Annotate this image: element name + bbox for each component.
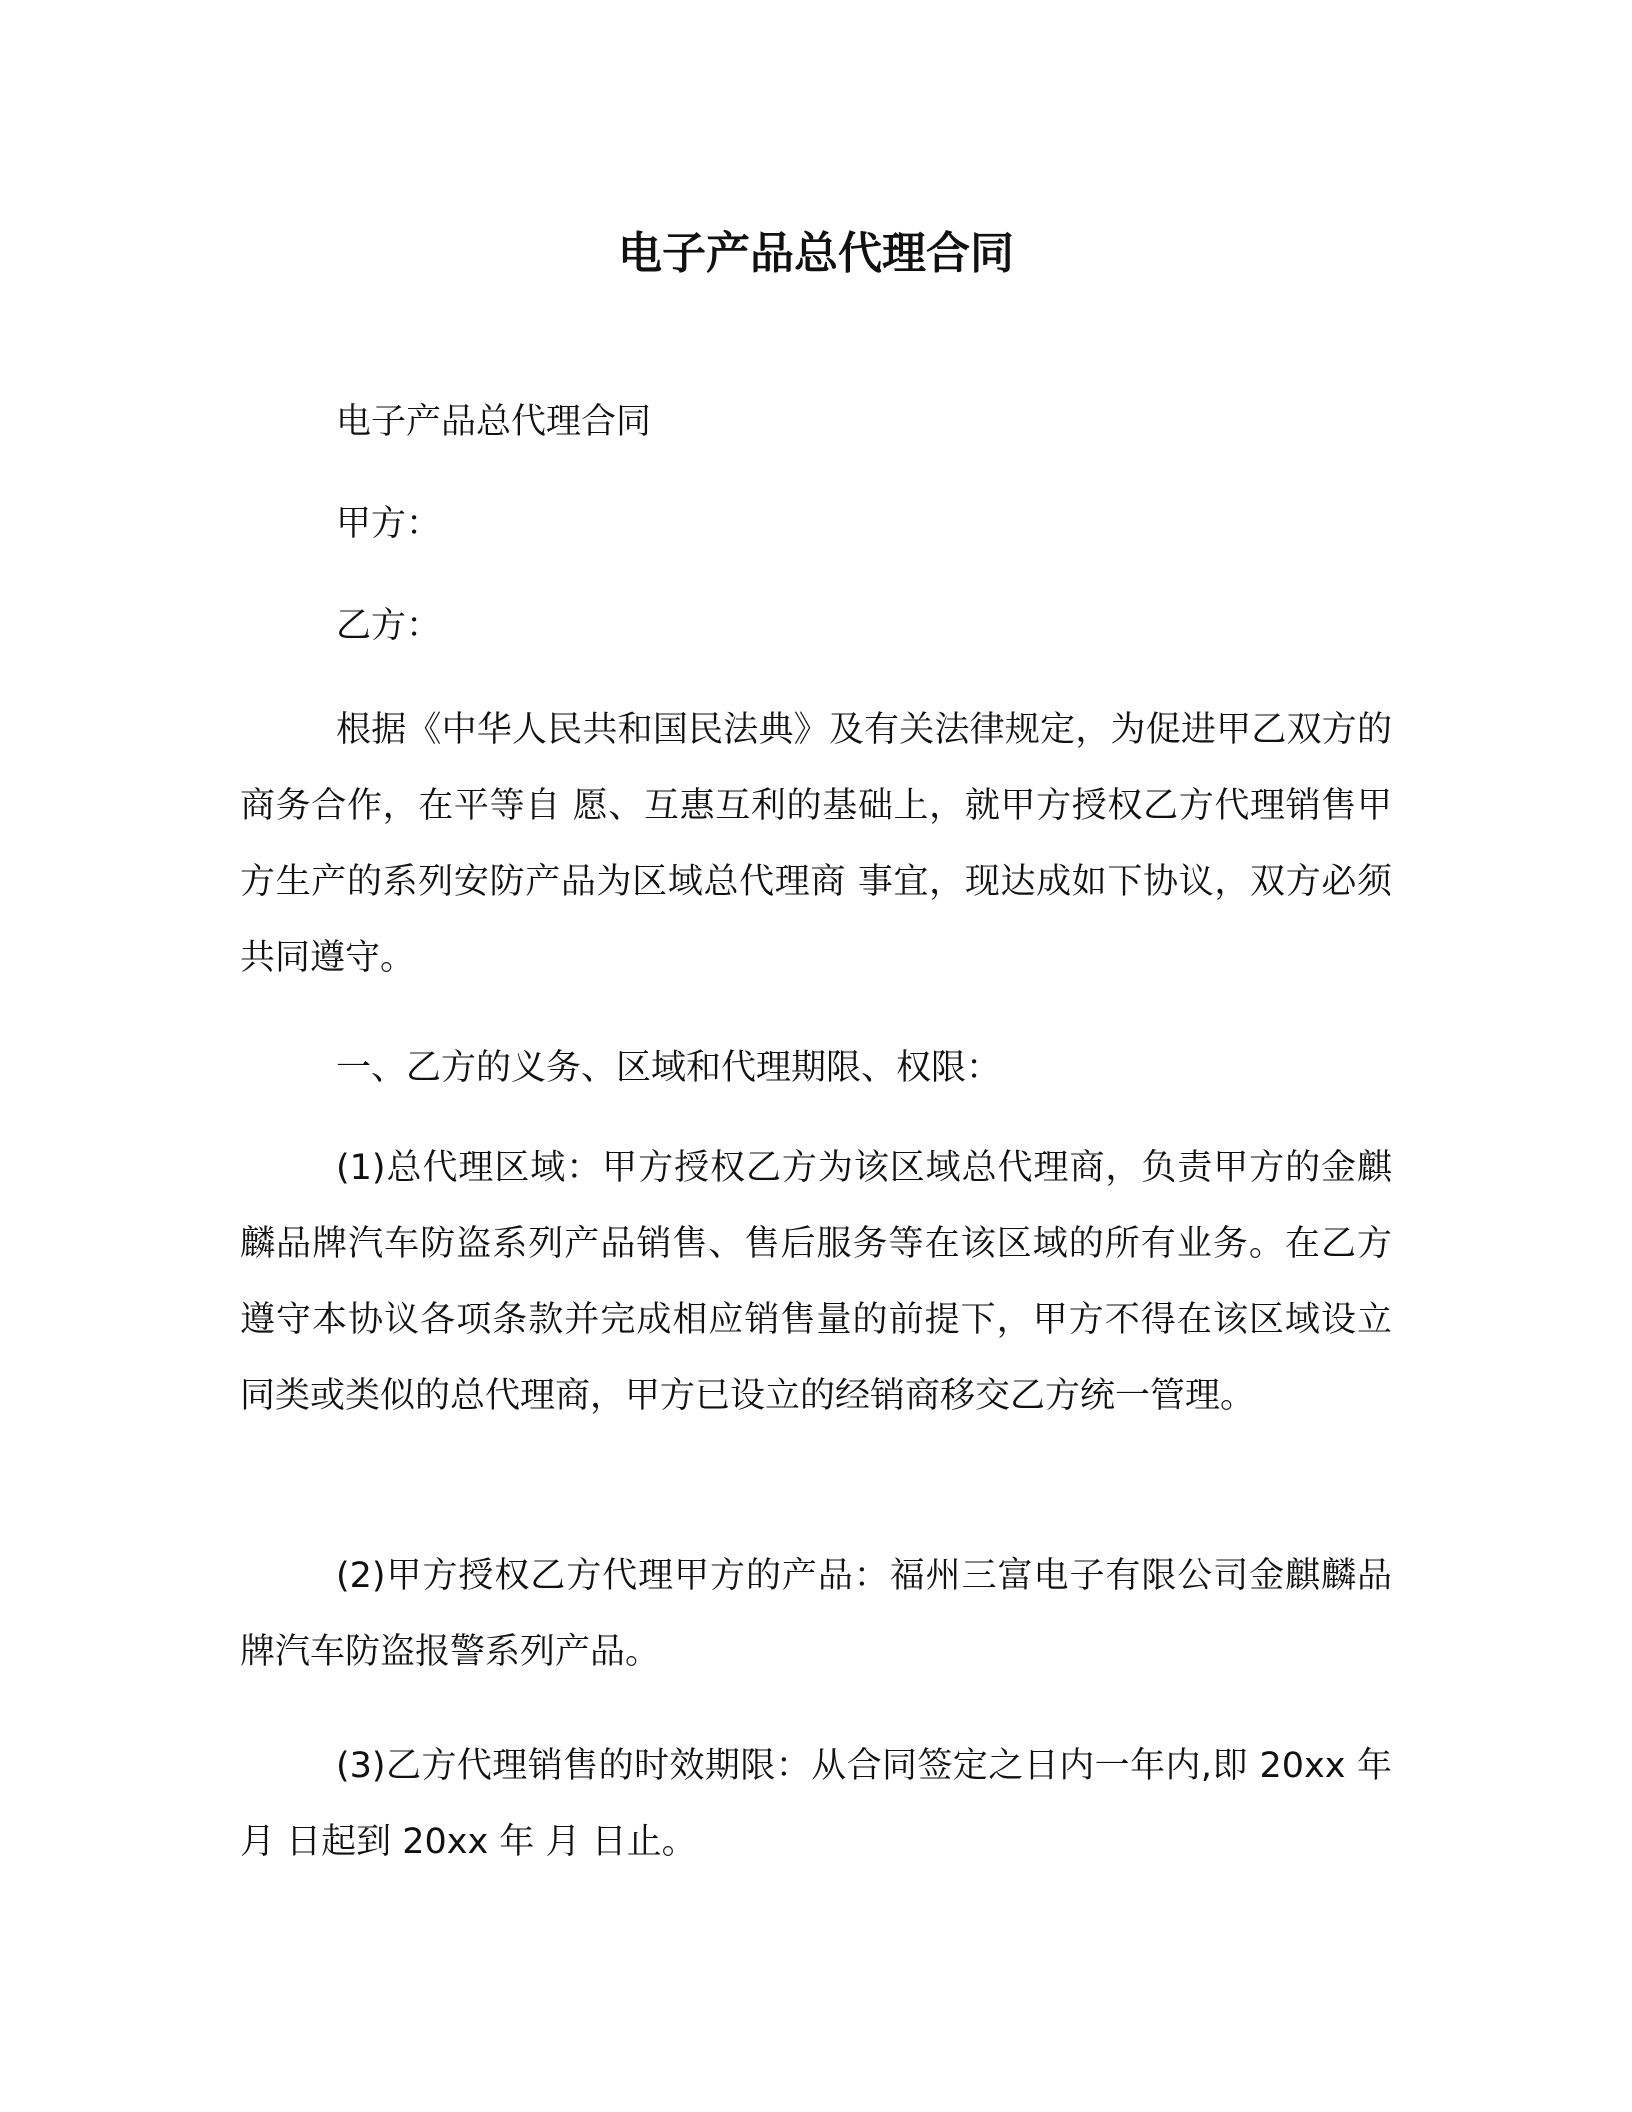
clause-1-paragraph: (1)总代理区域：甲方授权乙方为该区域总代理商，负责甲方的金麒麟品牌汽车防盗系列产品销售、售后服务等在该区域的所有业务。在乙方遵守本协议各项条款并完成相应销售量的前提下，甲方不得在该区域设立同类或类似的总代理商，甲方已设立的经销商移交乙方统一管理。: [240, 1148, 1392, 1416]
document-title: 电子产品总代理合同: [618, 228, 1014, 279]
party-a-label: 甲方：: [336, 504, 442, 544]
clause-3-paragraph: (3)乙方代理销售的时效期限：从合同签定之日内一年内,即 20xx 年 月 日起到 20xx 年 月 日止。: [240, 1746, 1392, 1862]
contract-subtitle: 电子产品总代理合同: [336, 402, 652, 442]
preamble-paragraph: 根据《中华人民共和国民法典》及有关法律规定，为促进甲乙双方的商务合作，在平等自 愿、互惠互利的基础上，就甲方授权乙方代理销售甲方生产的系列安防产品为区域总代理商 事宜，现达成如下协议，双方必须共同遵守。: [240, 710, 1392, 978]
party-b-label: 乙方：: [336, 606, 442, 646]
clause-2-paragraph: (2)甲方授权乙方代理甲方的产品：福州三富电子有限公司金麒麟品牌汽车防盗报警系列产品。: [240, 1556, 1392, 1672]
section-one-heading: 一、乙方的义务、区域和代理期限、权限：: [336, 1048, 1002, 1088]
